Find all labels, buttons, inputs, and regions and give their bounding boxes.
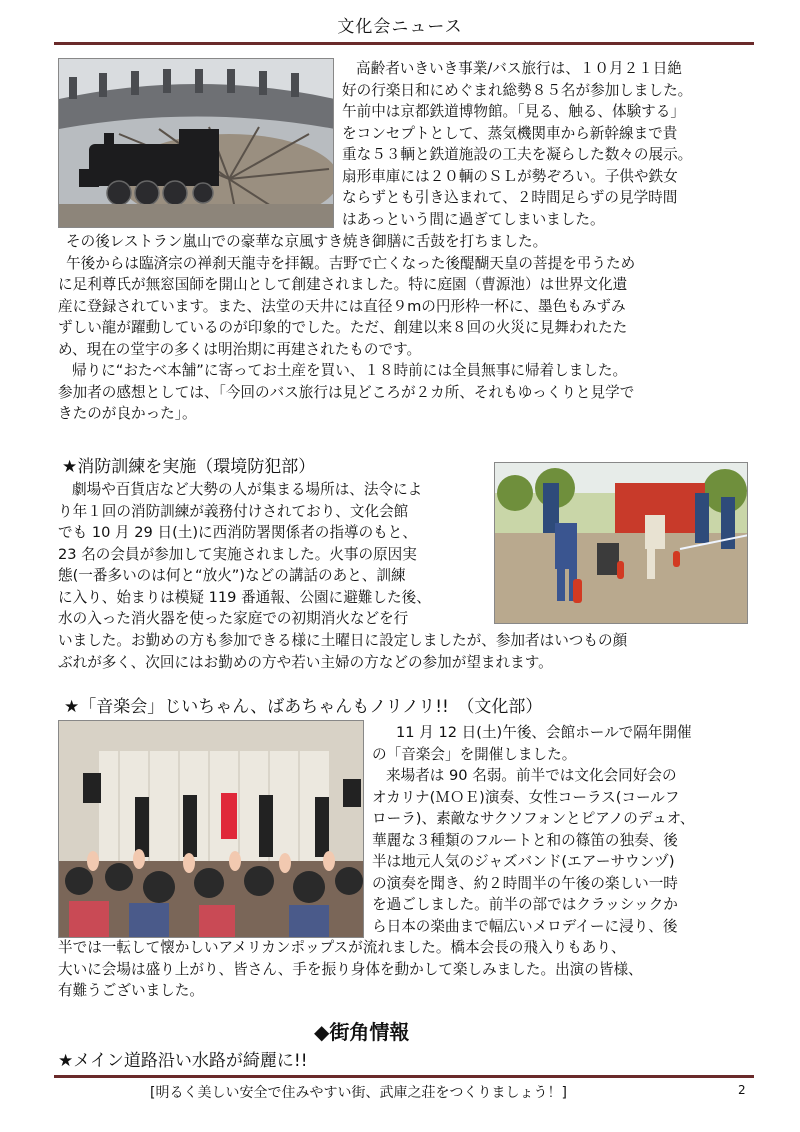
bus-trip-line: 午後からは臨済宗の禅刹天龍寺を拝観。吉野で亡くなった後醍醐天皇の菩提を弔うため <box>66 254 636 272</box>
bus-trip-line: め、現在の堂宇の多くは明治期に再建されたものです。 <box>58 340 422 358</box>
fire-drill-line: 態(一番多いのは何と“放火”)などの講話のあと、訓練 <box>58 567 406 584</box>
fire-drill-intro <box>58 479 431 630</box>
concert-line: 有難うございました。 <box>58 982 204 999</box>
bottom-divider <box>54 1075 754 1078</box>
concert-line: 来場者は 90 名弱。前半では文化会同好会の <box>386 767 677 784</box>
bus-trip-line: その後レストラン嵐山での豪華な京風すき焼き御膳に舌鼓を打ちました。 <box>66 233 548 250</box>
bus-trip-line: 帰りに“おたべ本舗”に寄ってお土産を買い、１８時前には全員無事に帰着しました。 <box>72 362 628 379</box>
concert-line: 華麗な３種類のフルートと和の篠笛の独奏、後 <box>372 831 678 849</box>
fire-drill-body <box>58 630 627 673</box>
page-title: 文化会ニュース <box>337 17 463 37</box>
bus-trip-line: 重な５３輌と鉄道施設の工夫を凝らした数々の展示。 <box>342 146 693 163</box>
steam-locomotive-photo <box>58 58 334 228</box>
concert-line: の演奏を聞き、約２時間半の午後の楽しい一時 <box>372 874 678 892</box>
concert-body <box>58 937 643 1002</box>
footer-motto: [明るく美しい安全で住みやすい街、武庫之荘をつくりましょう！] <box>150 1085 567 1101</box>
bus-trip-body <box>58 231 635 425</box>
fire-drill-line: ぶれが多く、次回にはお勤めの方や若い主婦の方などの参加が望まれます。 <box>58 653 553 671</box>
concert-line: の「音楽会」を開催しました。 <box>372 745 577 763</box>
street-info-item: ★メイン道路沿い水路が綺麗に!! <box>58 1051 308 1071</box>
fire-drill-line: いました。お勤めの方も参加できる様に土曜日に設定しましたが、参加者はいつもの顔 <box>58 632 628 649</box>
fire-drill-line: 劇場や百貨店など大勢の人が集まる場所は、法令によ <box>72 481 423 498</box>
bus-trip-line: をコンセプトとして、蒸気機関車から新幹線まで貴 <box>342 124 678 142</box>
concert-line: 大いに会場は盛り上がり、皆さん、手を振り身体を動かして楽しみました。出演の皆様、 <box>58 960 643 978</box>
bus-trip-line: 好の行楽日和にめぐまれ総勢８５名が参加しました。 <box>342 81 693 99</box>
bus-trip-line: はあっという間に過ぎてしまいました。 <box>342 210 605 228</box>
street-info-title: ◆街角情報 <box>314 1020 410 1044</box>
bus-trip-line: ずしい龍が躍動しているのが印象的でした。ただ、創建以来８回の火災に見舞われたた <box>58 319 628 336</box>
concert-line: ローラ)、素敵なサクソフォンとピアノのデュオ、 <box>372 810 695 827</box>
bus-trip-line: 高齢者いきいき事業/バス旅行は、１０月２１日絶 <box>356 60 682 77</box>
concert-heading: ★「音楽会」じいちゃん、ばあちゃんもノリノリ!! （文化部） <box>64 697 543 717</box>
page-number: 2 <box>738 1083 746 1097</box>
bus-trip-line: ならずとも引き込まれて、２時間足らずの見学時間 <box>342 189 678 206</box>
concert-line: を過ごしました。前半の部ではクラッシックか <box>372 896 678 913</box>
fire-drill-line: に入り、始まりは模疑 119 番通報、公園に避難した後、 <box>58 588 431 606</box>
concert-intro <box>372 722 695 937</box>
bus-trip-intro <box>342 58 692 230</box>
fire-drill-line: 水の入った消火器を使った家庭での初期消火などを行 <box>58 610 409 627</box>
concert-line: ら日本の楽曲まで幅広いメロデイーに浸り、後 <box>372 917 678 935</box>
concert-line: オカリナ(ＭＯＥ)演奏、女性コーラス(コールフ <box>372 788 680 806</box>
top-divider <box>54 42 754 45</box>
fire-drill-line: り年１回の消防訓練が義務付けされており、文化会館 <box>58 502 409 520</box>
bus-trip-line: 扇形車庫には２０輌のＳＬが勢ぞろい。子供や鉄女 <box>342 167 678 185</box>
bus-trip-line: きたのが良かった」。 <box>58 405 197 422</box>
bus-trip-line: 産に登録されています。また、法堂の天井には直径９mの円形枠一杯に、墨色もみずみ <box>58 297 626 315</box>
concert-photo <box>58 720 364 938</box>
fire-drill-line: 23 名の会員が参加して実施されました。火事の原因実 <box>58 545 417 563</box>
bus-trip-line: に足利尊氏が無窓国師を開山として創建されました。特に庭園（曹源池）は世界文化遺 <box>58 276 628 293</box>
fire-drill-photo <box>494 462 748 624</box>
fire-drill-line: でも 10 月 29 日(土)に西消防署関係者の指導のもと、 <box>58 524 417 541</box>
bus-trip-line: 午前中は京都鉄道博物館。「見る、触る、体験する」 <box>342 103 685 120</box>
bus-trip-line: 参加者の感想としては、「今回のバス旅行は見どころが２カ所、それもゆっくりと見学で <box>58 383 635 401</box>
fire-drill-heading: ★消防訓練を実施（環境防犯部） <box>62 457 316 477</box>
concert-line: 11 月 12 日(土)午後、会館ホールで隔年開催 <box>396 724 692 741</box>
concert-line: 半は地元人気のジャズバンド(エアーサウンヅ) <box>372 853 675 870</box>
concert-line: 半では一転して懐かしいアメリカンポップスが流れました。橋本会長の飛入りもあり、 <box>58 939 626 956</box>
